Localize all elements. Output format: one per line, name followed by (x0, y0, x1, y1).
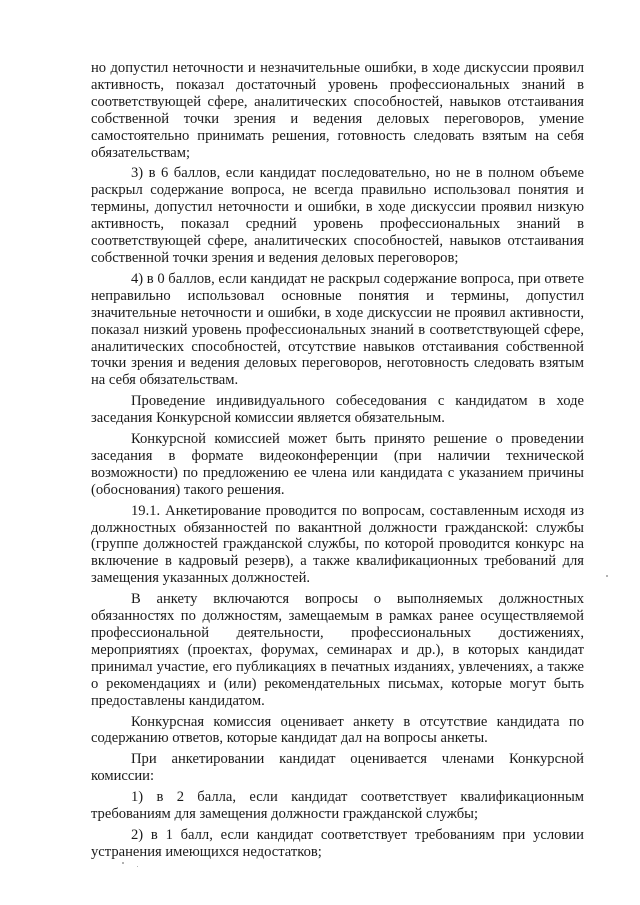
paragraph-score-2: 1) в 2 балла, если кандидат соответствует квалификационным требованиям для замещения должности гражданской службы; (91, 789, 584, 823)
paragraph-questionnaire-evaluation: Конкурсная комиссия оценивает анкету в отсутствие кандидата по содержанию ответов, которые кандидат дал на вопросы анкеты. (91, 713, 584, 747)
paragraph-continuation: но допустил неточности и незначительные ошибки, в ходе дискуссии проявил активность, показал достаточный уровень профессиональных знаний в соответствующей сфере, аналитических способностей, навыков отстаивания собственной точки зрения и ведения деловых переговоров, умение самостоятельно принимать решения, готовность следовать взятым на себя обязательствам; (91, 60, 584, 161)
paragraph-questionnaire-scoring: При анкетировании кандидат оценивается членами Конкурсной комиссии: (91, 751, 584, 785)
paragraph-interview-mandatory: Проведение индивидуального собеседования с кандидатом в ходе заседания Конкурсной комиссии является обязательным. (91, 393, 584, 427)
paragraph-questionnaire: 19.1. Анкетирование проводится по вопросам, составленным исходя из должностных обязанностей по вакантной должности гражданской: службы (группе должностей гражданской службы, по которой проводится конкурс на включение в кадровый резерв), а также квалификационных требований для замещения указанных должностей. (91, 502, 584, 587)
paragraph-questionnaire-contents: В анкету включаются вопросы о выполняемых должностных обязанностях по должностям, замещаемым в рамках ранее осуществляемой профессиональной деятельности, профессиональных достижениях, мероприятиях (проектах, форумах, семинарах и др.), в которых кандидат принимал участие, его публикациях в печатных изданиях, увлечениях, а также о рекомендациях и (или) рекомендательных письмах, которые могут быть предоставлены кандидатом. (91, 591, 584, 709)
scan-speck (606, 575, 608, 577)
scan-speck (137, 866, 138, 867)
document-page (91, 60, 584, 865)
scan-speck (122, 862, 124, 864)
paragraph-score-6: 3) в 6 баллов, если кандидат последовательно, но не в полном объеме раскрыл содержание вопроса, не всегда правильно использовал понятия и термины, допустил неточности и ошибки, в ходе дискуссии проявил низкую активность, показал средний уровень профессиональных знаний в соответствующей сфере, аналитических способностей, навыков отстаивания собственной точки зрения и ведения деловых переговоров; (91, 165, 584, 266)
paragraph-videoconference: Конкурсной комиссией может быть принято решение о проведении заседания в формате видеоконференции (при наличии технической возможности) по предложению ее члена или кандидата с указанием причины (обоснования) такого решения. (91, 431, 584, 498)
paragraph-score-1: 2) в 1 балл, если кандидат соответствует требованиям при условии устранения имеющихся недостатков; (91, 826, 584, 860)
paragraph-score-0: 4) в 0 баллов, если кандидат не раскрыл содержание вопроса, при ответе неправильно использовал основные понятия и термины, допустил значительные неточности и ошибки, в ходе дискуссии не проявил активности, показал низкий уровень профессиональных знаний в соответствующей сфере, аналитических способностей, отсутствие навыков отстаивания собственной точки зрения и ведения деловых переговоров, неготовность следовать взятым на себя обязательствам. (91, 270, 585, 389)
